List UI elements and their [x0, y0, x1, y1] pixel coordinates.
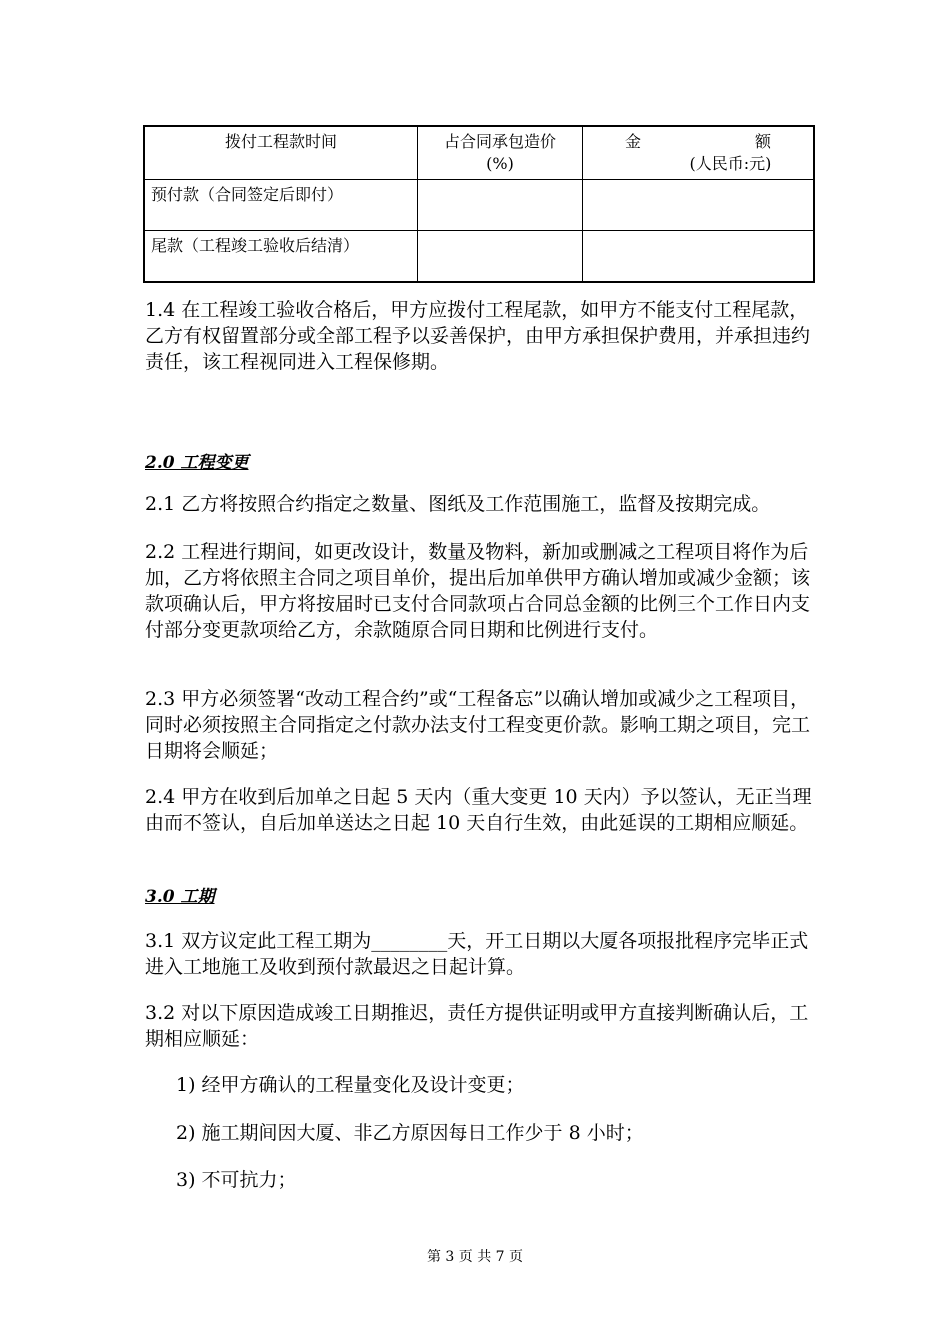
row-label: 预付款（合同签定后即付） [144, 180, 418, 231]
row-amount [583, 231, 815, 283]
clause-3-1: 3.1 双方议定此工程工期为________天，开工日期以大厦各项报批程序完毕正式进入工地施工及收到预付款最迟之日起计算。 [145, 930, 809, 978]
header-payment-time: 拨付工程款时间 [144, 126, 418, 180]
clause-2-2: 2.2 工程进行期间，如更改设计，数量及物料，新加或删减之工程项目将作为后加，乙方将依照主合同之项目单价，提出后加单供甲方确认增加或减少金额；该款项确认后，甲方将按届时已支付合同款项占合同总金额的比例三个工作日内支付部分变更款项给乙方，余款随原合同日期和比例进行支付。 [145, 541, 811, 641]
clause-2-1: 2.1 乙方将按照合约指定之数量、图纸及工作范围施工，监督及按期完成。 [145, 493, 771, 515]
header-amount [583, 126, 815, 180]
header-amount-left: 金 [625, 132, 642, 151]
list-item: 3) 不可抗力； [176, 1169, 297, 1191]
row-percent [418, 180, 583, 231]
row-percent [418, 231, 583, 283]
header-percent [418, 126, 583, 180]
list-item: 1) 经甲方确认的工程量变化及设计变更； [176, 1074, 525, 1096]
header-amount-unit: (人民币:元) [689, 154, 772, 173]
table-row [144, 231, 814, 283]
clause-2-4: 2.4 甲方在收到后加单之日起 5 天内（重大变更 10 天内）予以签认，无正当理由而不签认，自后加单送达之日起 10 天自行生效，由此延误的工期相应顺延。 [145, 786, 812, 834]
payment-schedule-table [143, 125, 815, 283]
clause-1-4: 1.4 在工程竣工验收合格后，甲方应拨付工程尾款，如甲方不能支付工程尾款，乙方有权留置部分或全部工程予以妥善保护，由甲方承担保护费用，并承担违约责任，该工程视同进入工程保修期。 [145, 299, 811, 373]
section-heading-2: 2.0 工程变更 [145, 453, 249, 473]
header-percent-label: 占合同承包造价 [443, 132, 556, 151]
list-item: 2) 施工期间因大厦、非乙方原因每日工作少于 8 小时； [176, 1122, 644, 1144]
row-label: 尾款（工程竣工验收后结清） [144, 231, 418, 283]
row-amount [583, 180, 815, 231]
table-row [144, 180, 814, 231]
page-footer: 第 3 页 共 7 页 [426, 1249, 524, 1265]
clause-2-3: 2.3 甲方必须签署“改动工程合约”或“工程备忘”以确认增加或减少之工程项目，同时必须按照主合同指定之付款办法支付工程变更价款。影响工期之项目，完工日期将会顺延； [145, 688, 811, 762]
clause-3-2: 3.2 对以下原因造成竣工日期推迟，责任方提供证明或甲方直接判断确认后，工期相应顺延： [145, 1002, 809, 1050]
header-amount-right: 额 [754, 132, 771, 151]
section-heading-3: 3.0 工期 [145, 887, 215, 907]
table-header-row [144, 126, 814, 180]
header-percent-unit: (%) [486, 154, 514, 173]
